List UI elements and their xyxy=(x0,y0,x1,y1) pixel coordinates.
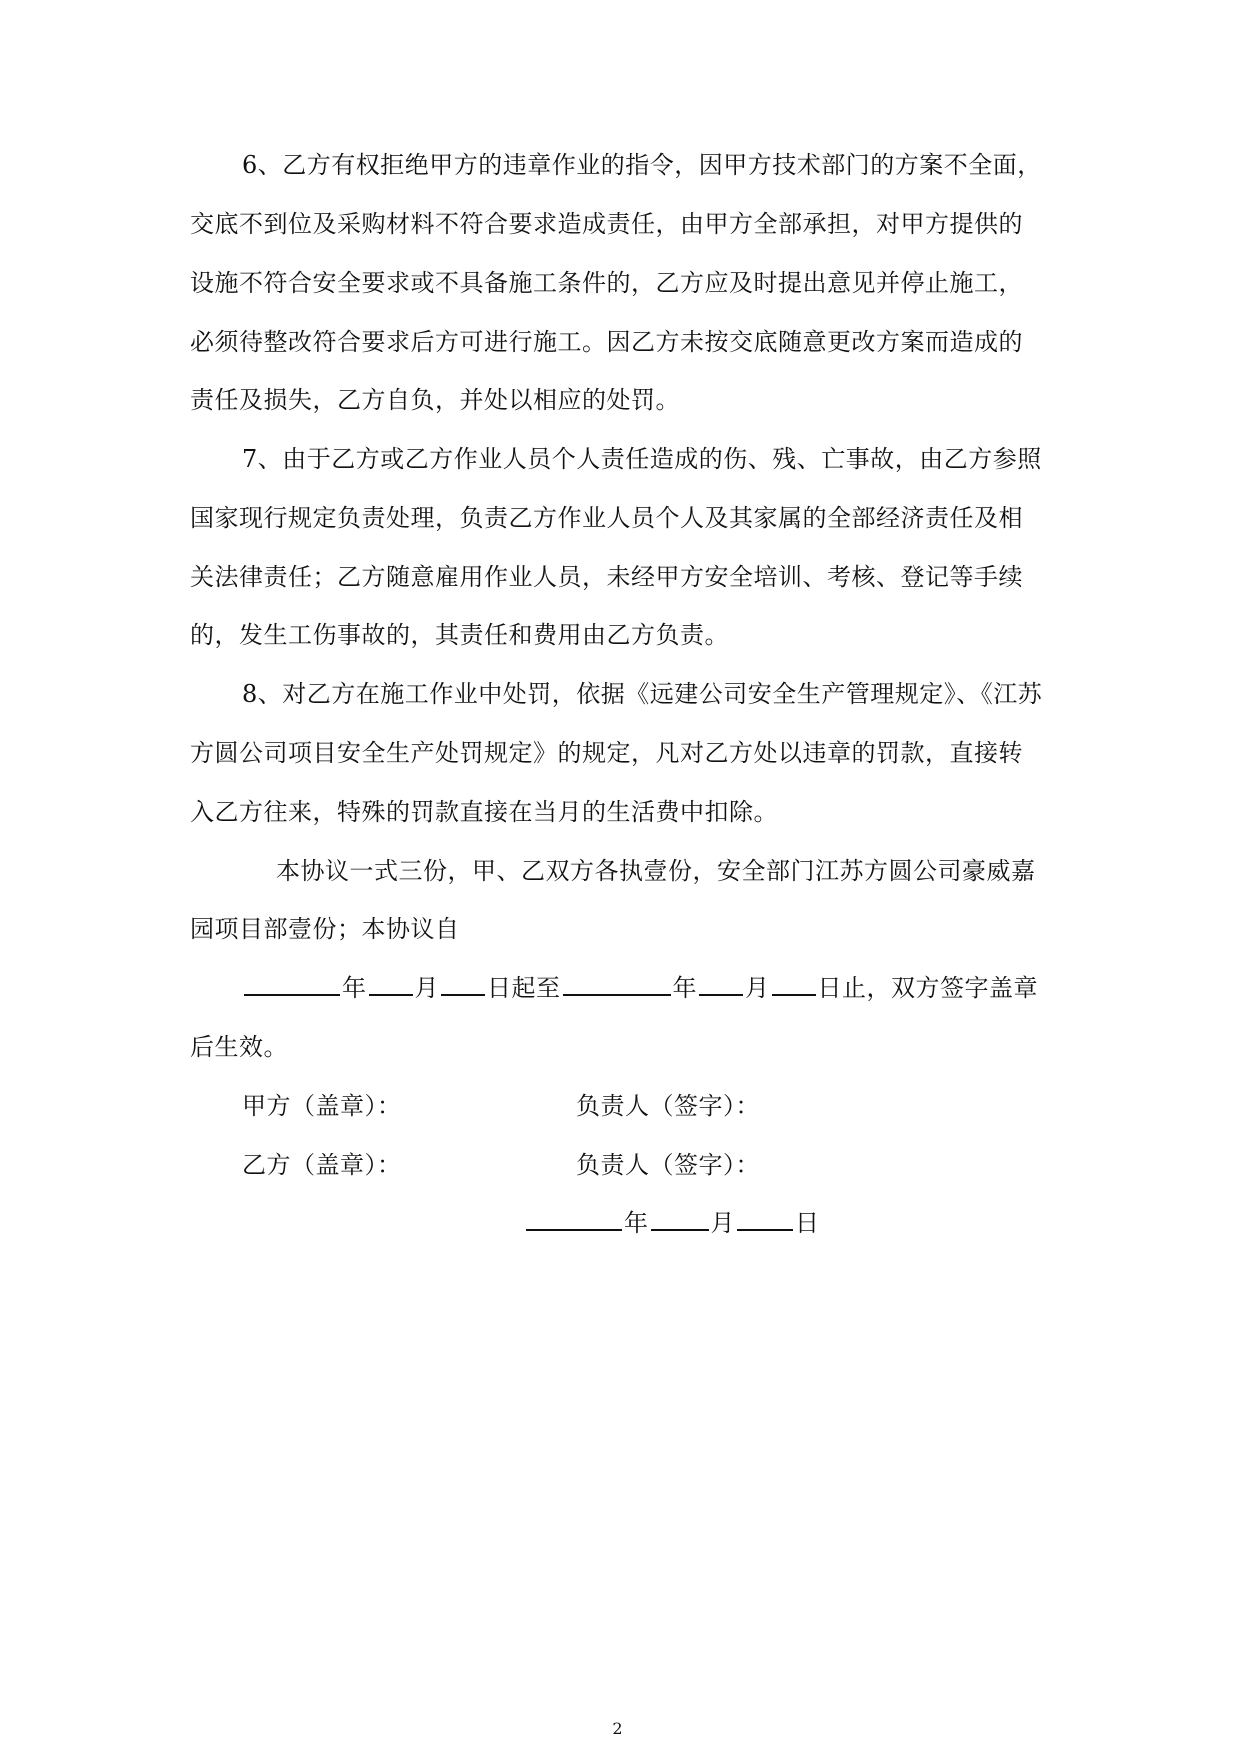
start-day-blank[interactable] xyxy=(441,968,485,996)
party-a-seal-label: 甲方（盖章）： xyxy=(242,1092,402,1120)
clause-8-line-3: 入乙方往来，特殊的罚款直接在当月的生活费中扣除。 xyxy=(190,798,778,826)
party-a-rep-signature-label: 负责人（签字）： xyxy=(576,1092,760,1120)
clause-8-line-2: 方圆公司项目安全生产处罚规定》的规定，凡对乙方处以违章的罚款，直接转 xyxy=(190,739,1023,767)
end-month-blank[interactable] xyxy=(699,968,743,996)
end-year-blank[interactable] xyxy=(563,968,671,996)
start-month-label: 月 xyxy=(414,974,439,1002)
start-year-blank[interactable] xyxy=(244,968,340,996)
agreement-line-1: 本协议一式三份，甲、乙双方各执壹份，安全部门江苏方圆公司豪威嘉 xyxy=(276,857,1036,885)
validity-tail: 后生效。 xyxy=(190,1033,288,1061)
clause-7-line-1: 7、由于乙方或乙方作业人员个人责任造成的伤、残、亡事故，由乙方参照 xyxy=(242,445,1042,473)
start-year-label: 年 xyxy=(342,974,367,1002)
agreement-line-2: 园项目部壹份；本协议自 xyxy=(190,915,460,943)
start-month-blank[interactable] xyxy=(369,968,413,996)
clause-6-line-5: 责任及损失，乙方自负，并处以相应的处罚。 xyxy=(190,386,680,414)
party-b-rep-signature-label: 负责人（签字）： xyxy=(576,1151,760,1179)
sign-month-label: 月 xyxy=(710,1209,735,1237)
clause-6-line-4: 必须待整改符合要求后方可进行施工。因乙方未按交底随意更改方案而造成的 xyxy=(190,328,1023,356)
end-month-label: 月 xyxy=(745,974,770,1002)
page-number: 2 xyxy=(612,1719,623,1738)
signing-date-line xyxy=(524,1203,820,1243)
sign-year-label: 年 xyxy=(624,1209,649,1237)
clause-7-line-3: 关法律责任；乙方随意雇用作业人员，未经甲方安全培训、考核、登记等手续 xyxy=(190,563,1023,591)
clause-6-line-3: 设施不符合安全要求或不具备施工条件的，乙方应及时提出意见并停止施工， xyxy=(190,269,1023,297)
validity-line xyxy=(242,968,1038,1008)
clause-8-line-1: 8、对乙方在施工作业中处罚，依据《远建公司安全生产管理规定》、《江苏 xyxy=(242,680,1043,708)
sign-day-blank[interactable] xyxy=(737,1203,793,1231)
end-day-blank[interactable] xyxy=(772,968,816,996)
party-b-seal-label: 乙方（盖章）： xyxy=(242,1151,402,1179)
end-day-label: 日止，双方签字盖章 xyxy=(817,974,1038,1002)
start-day-label: 日起至 xyxy=(487,974,561,1002)
clause-6-line-1: 6、乙方有权拒绝甲方的违章作业的指令，因甲方技术部门的方案不全面， xyxy=(242,151,1042,179)
clause-7-line-4: 的，发生工伤事故的，其责任和费用由乙方负责。 xyxy=(190,621,729,649)
sign-year-blank[interactable] xyxy=(526,1203,622,1231)
clause-7-line-2: 国家现行规定负责处理，负责乙方作业人员个人及其家属的全部经济责任及相 xyxy=(190,504,1023,532)
sign-month-blank[interactable] xyxy=(651,1203,709,1231)
end-year-label: 年 xyxy=(672,974,697,1002)
clause-6-line-2: 交底不到位及采购材料不符合要求造成责任，由甲方全部承担，对甲方提供的 xyxy=(190,210,1023,238)
sign-day-label: 日 xyxy=(795,1209,820,1237)
